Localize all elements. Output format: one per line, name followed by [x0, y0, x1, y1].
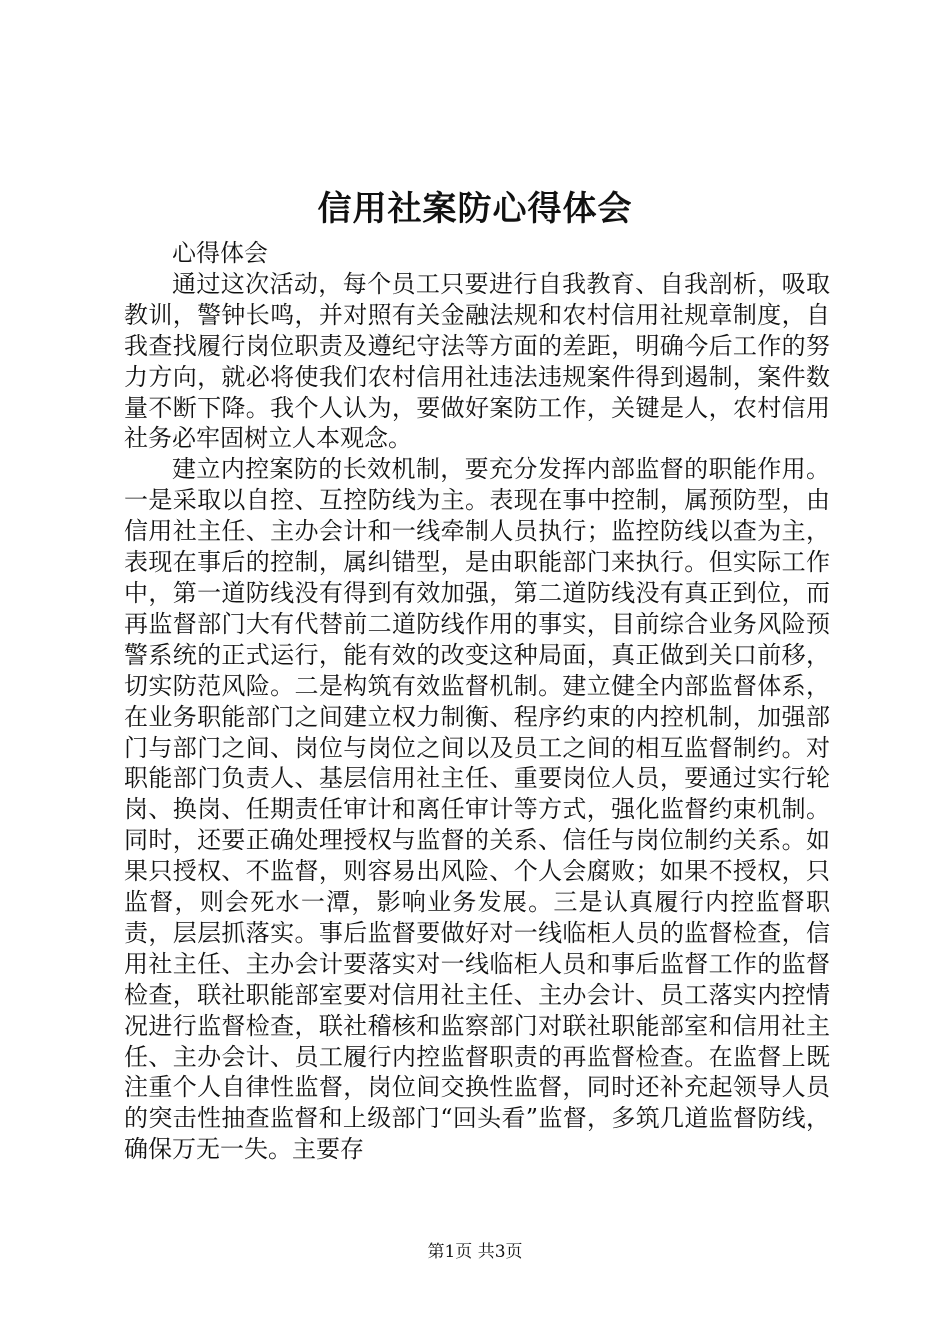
paragraph-heading: 心得体会	[172, 239, 268, 267]
paragraph-mechanism: 建立内控案防的长效机制，要充分发挥内部监督的职能作用。一是采取以自控、互控防线为主。表现在事中控制，属预防型，由信用社主任、主办会计和一线牵制人员执行；监控防线以查为主，表现在事后的控制，属纠错型，是由职能部门来执行。但实际工作中，第一道防线没有得到有效加强，第二道防线没有真正到位，而再监督部门大有代替前二道防线作用的事实，目前综合业务风险预警系统的正式运行，能有效的改变这种局面，真正做到关口前移，切实防范风险。二是构筑有效监督机制。建立健全内部监督体系，在业务职能部门之间建立权力制衡、程序约束的内控机制，加强部门与部门之间、岗位与岗位之间以及员工之间的相互监督制约。对职能部门负责人、基层信用社主任、重要岗位人员，要通过实行轮岗、换岗、任期责任审计和离任审计等方式，强化监督约束机制。同时，还要正确处理授权与监督的关系、信任与岗位制约关系。如果只授权、不监督，则容易出风险、个人会腐败；如果不授权，只监督，则会死水一潭，影响业务发展。三是认真履行内控监督职责，层层抓落实。事后监督要做好对一线临柜人员的监督检查，信用社主任、主办会计要落实对一线临柜人员和事后监督工作的监督检查，联社职能部室要对信用社主任、主办会计、员工落实内控情况进行监督检查，联社稽核和监察部门对联社职能部室和信用社主任、主办会计、员工履行内控监督职责的再监督检查。在监督上既注重个人自律性监督，岗位间交换性监督，同时还补充起领导人员的突击性抽查监督和上级部门“回头看”监督，多筑几道监督防线，确保万无一失。主要存	[124, 455, 830, 1164]
paragraph-intro: 通过这次活动，每个员工只要进行自我教育、自我剖析，吸取教训，警钟长鸣，并对照有关金融法规和农村信用社规章制度，自我查找履行岗位职责及遵纪守法等方面的差距，明确今后工作的努力方向，就必将使我们农村信用社违法违规案件得到遏制，案件数量不断下降。我个人认为，要做好案防工作，关键是人，农村信用社务必牢固树立人本观念。	[124, 269, 830, 453]
document-title: 信用社案防心得体会	[317, 189, 633, 229]
document-body	[124, 238, 830, 1165]
page-footer: 第1页 共3页	[427, 1242, 523, 1262]
